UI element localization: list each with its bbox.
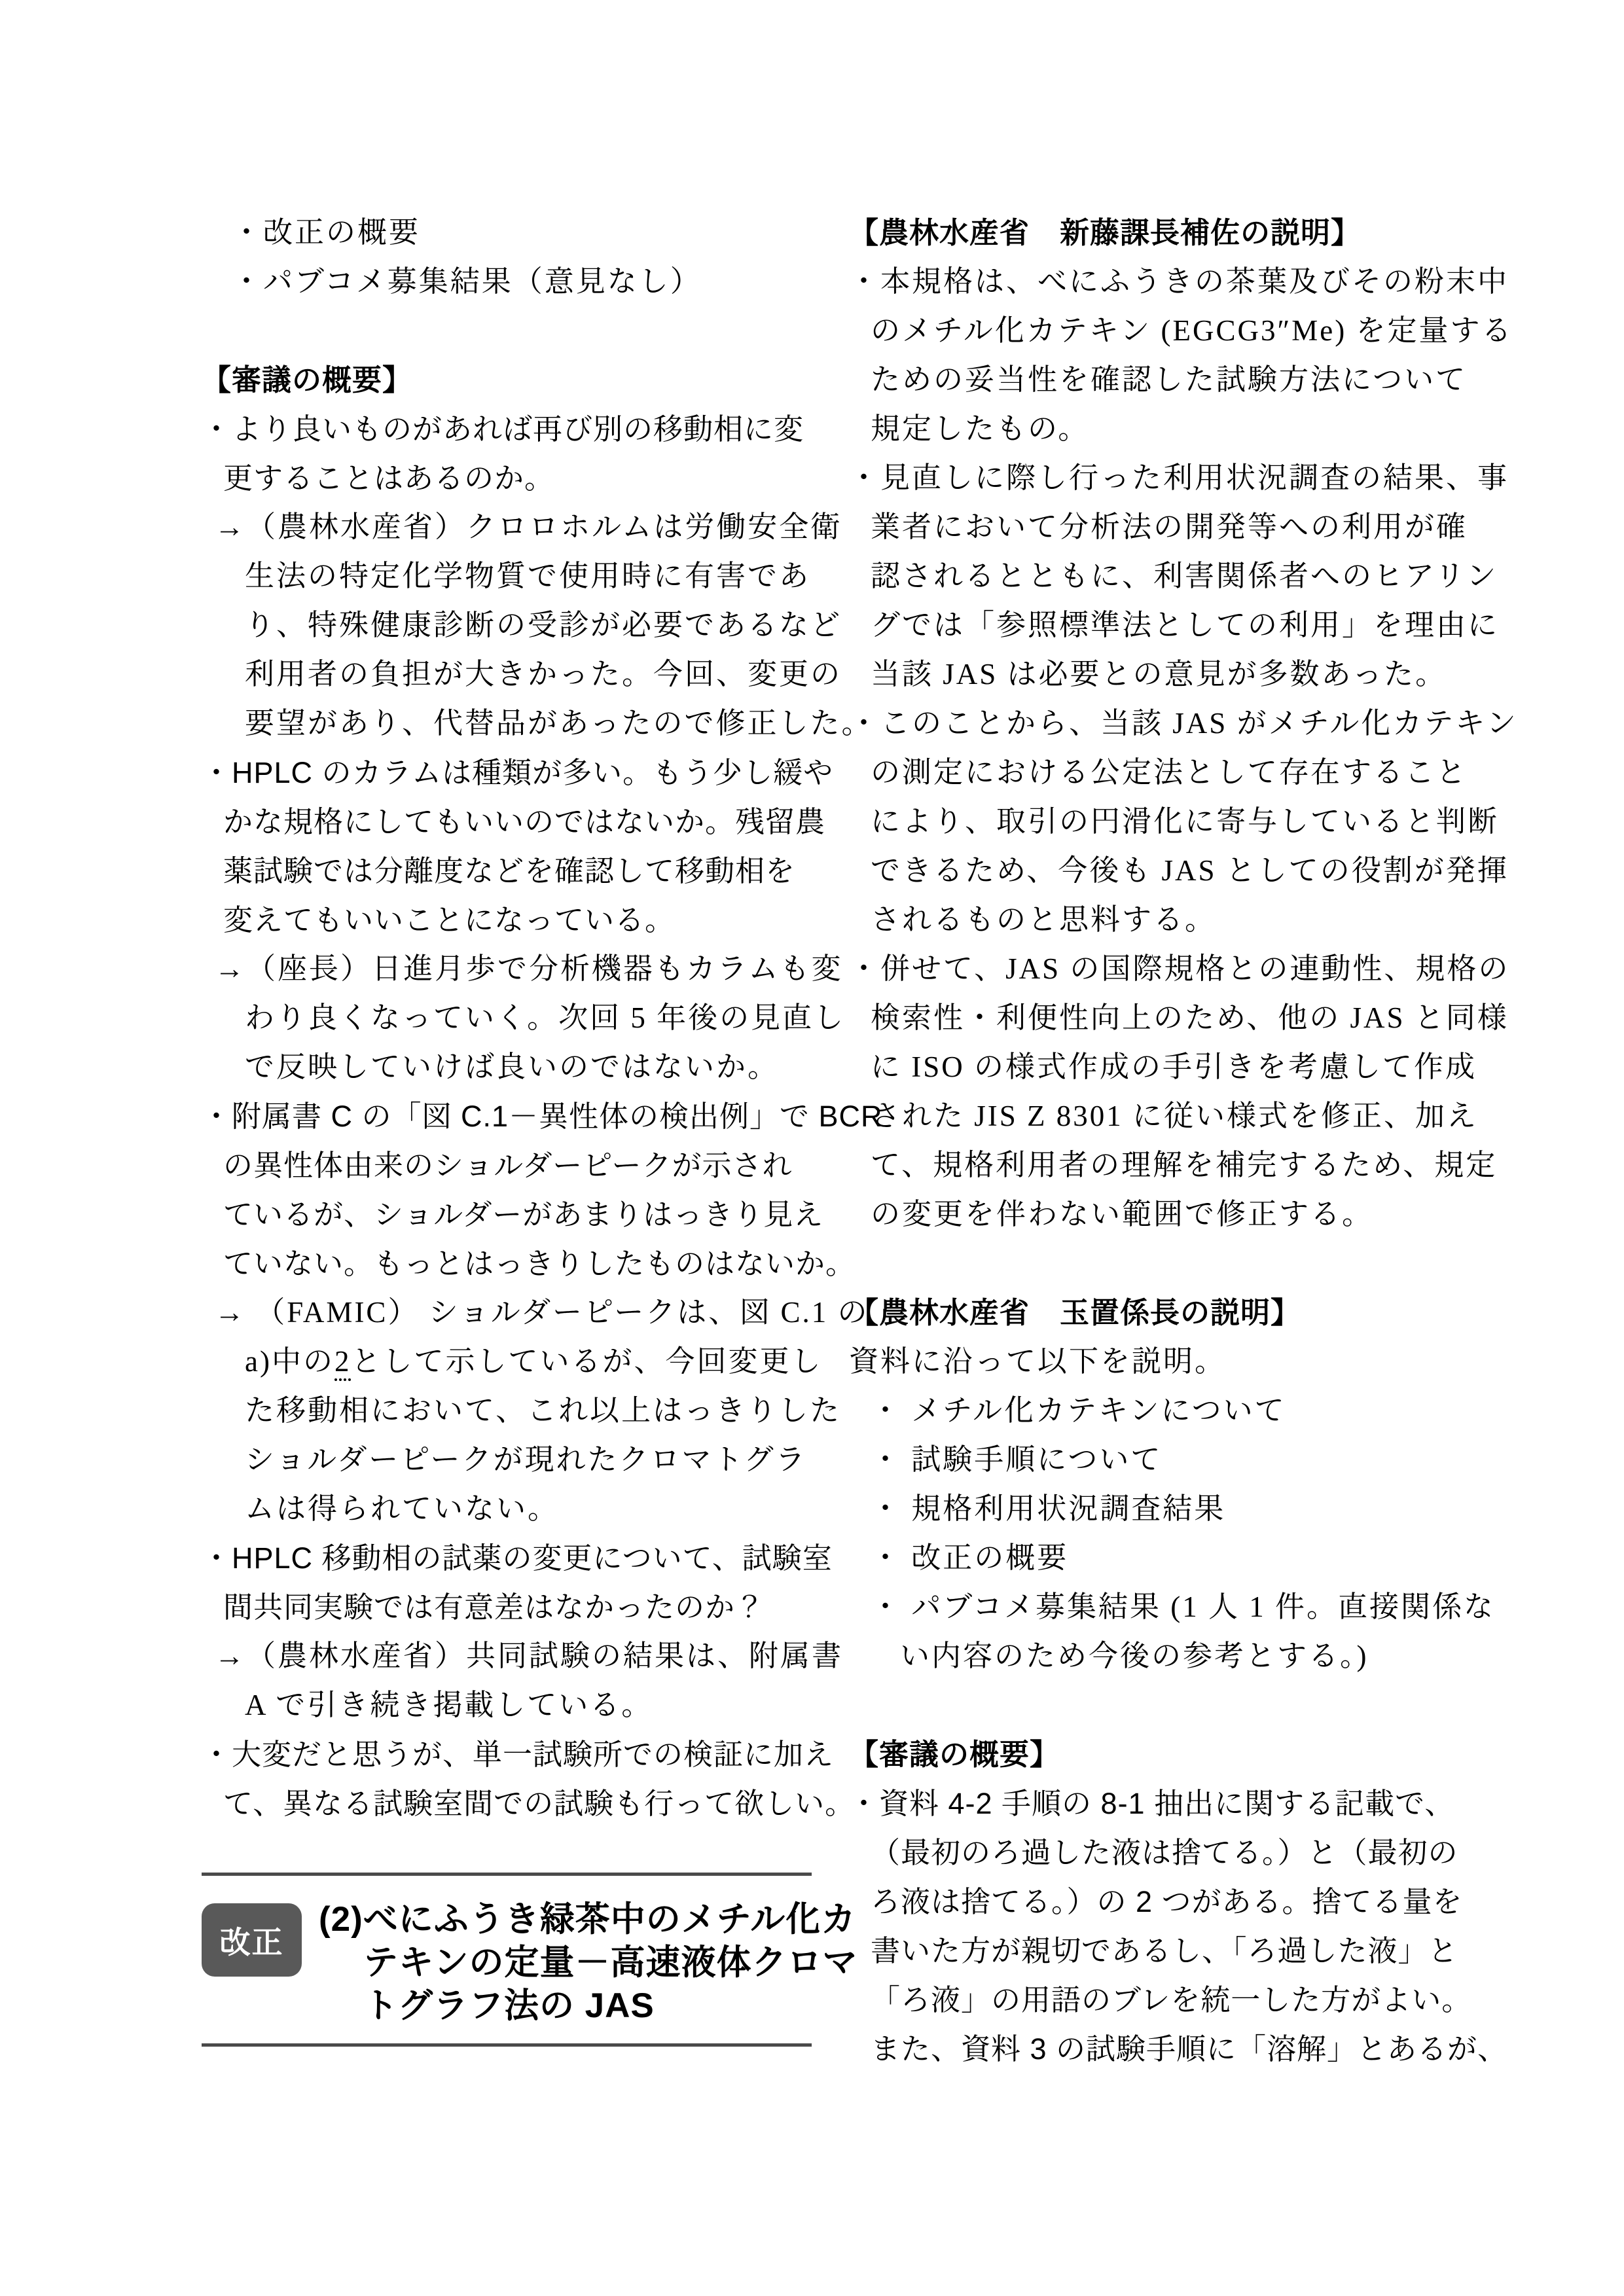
revision-banner <box>202 1873 858 2047</box>
left-column <box>202 208 883 2047</box>
text-line: 資料に沿って以下を説明。 <box>849 1345 1227 1378</box>
blank-line <box>849 1239 1555 1288</box>
text-line: に ISO の様式作成の手引きを考慮して作成 <box>871 1050 1477 1083</box>
paragraph-mincho-bullet <box>849 699 1555 944</box>
paragraph-mincho-sub <box>849 1534 1555 1583</box>
paragraph-mincho-bullet <box>849 257 1555 454</box>
text-line: 規定したもの。 <box>871 412 1090 445</box>
text-line: 生法の特定化学物質で使用時に有害であ <box>245 560 811 592</box>
text-line: かな規格にしてもいいのではないか。残留農 <box>223 805 826 838</box>
revision-title-line: トグラフ法の JAS <box>363 1986 655 2025</box>
text-line: の変更を伴わない範囲で修正する。 <box>871 1198 1374 1230</box>
text-line: ・資料 4-2 手順の 8-1 抽出に関する記載で、 <box>849 1787 1455 1820</box>
paragraph-gothic-bullet <box>202 1730 856 1828</box>
text-line: た移動相において、これ以上はっきりした <box>245 1394 842 1427</box>
paragraph-heading <box>849 208 1555 257</box>
text-line: 更することはあるのか。 <box>223 461 555 495</box>
text-line: → （FAMIC） ショルダーピークは、図 C.1 の <box>215 1296 869 1329</box>
text-line: ・より良いものがあれば再び別の移動相に変 <box>202 412 804 446</box>
text-line: ・改正の概要 <box>232 216 421 249</box>
text-line: また、資料 3 の試験手順に「溶解」とあるが、 <box>871 2032 1508 2066</box>
text-line: て、異なる試験室間での試験も行って欲しい。 <box>223 1787 856 1820</box>
text-line: ・ 試験手順について <box>871 1443 1163 1476</box>
revision-title <box>319 1898 857 2028</box>
text-line: ているが、ショルダーがあまりはっきり見え <box>223 1198 824 1231</box>
revision-title-line: (2)べにふうき緑茶中のメチル化カ <box>319 1900 857 1939</box>
paragraph-mincho-sub <box>849 1386 1555 1435</box>
text-line: ・見直しに際し行った利用状況調査の結果、事 <box>849 461 1509 494</box>
text-line: 薬試験では分離度などを確認して移動相を <box>223 854 796 888</box>
text-line: ・ パブコメ募集結果 (1 人 1 件。直接関係な <box>871 1590 1495 1623</box>
text-line: のメチル化カテキン (EGCG3″Me) を定量する <box>871 314 1513 347</box>
text-line: ・本規格は、べにふうきの茶葉及びその粉末中 <box>849 265 1509 298</box>
text-line: ・HPLC 移動相の試薬の変更について、試験室 <box>202 1541 833 1575</box>
paragraph-heading <box>202 355 812 404</box>
paragraph-heading <box>849 1288 1555 1337</box>
text-line: された JIS Z 8301 に従い様式を修正、加え <box>871 1100 1479 1132</box>
text-line: ろ液は捨てる。）の 2 つがある。捨てる量を <box>871 1885 1463 1918</box>
text-line: ・ 規格利用状況調査結果 <box>871 1492 1226 1525</box>
text-line: の測定における公定法として存在すること <box>871 756 1468 789</box>
text-line: り、特殊健康診断の受診が必要であるなど <box>245 609 842 641</box>
paragraph-mincho-indent <box>202 208 812 257</box>
text-line: されるものと思料する。 <box>871 903 1217 936</box>
text-line: 業者において分析法の開発等への利用が確 <box>871 511 1468 543</box>
text-line: 当該 JAS は必要との意見が多数あった。 <box>871 658 1447 691</box>
text-line: a)中の2として示しているが、今回変更し <box>202 1337 812 1386</box>
text-line: 書いた方が親切であるし、「ろ過した液」と <box>871 1934 1458 1967</box>
blank-line <box>202 306 812 355</box>
paragraph-gothic-bullet <box>202 748 834 944</box>
text-line: い内容のため今後の参考とする。) <box>900 1640 1369 1672</box>
paragraph-mincho-bullet <box>849 944 1555 1239</box>
paragraph-mincho-indent <box>202 257 812 306</box>
text-line: できるため、今後も JAS としての役割が発揮 <box>871 854 1509 887</box>
text-line: 【農林水産省 新藤課長補佐の説明】 <box>849 216 1362 249</box>
text-line: の異性体由来のショルダーピークが示され <box>223 1149 793 1182</box>
paragraph-gothic-bullet <box>202 1534 833 1632</box>
text-line: A で引き続き掲載している。 <box>245 1689 653 1721</box>
paragraph-mincho-sub <box>849 1583 1555 1681</box>
revision-badge: 改正 <box>202 1903 302 1977</box>
text-line: 要望があり、代替品があったので修正した。 <box>245 707 873 740</box>
paragraph-mincho-arrow <box>202 944 846 1092</box>
text-line: 認されるとともに、利害関係者へのヒアリン <box>871 560 1498 592</box>
text-line: ・大変だと思うが、単一試験所での検証に加え <box>202 1738 835 1771</box>
text-line: グでは「参照標準法としての利用」を理由に <box>871 609 1500 641</box>
text-line: 「ろ液」の用語のブレを統一した方がよい。 <box>871 1983 1472 2017</box>
text-line: 【審議の概要】 <box>202 363 413 397</box>
text-line: ムは得られていない。 <box>245 1492 560 1525</box>
text-line: により、取引の円滑化に寄与していると判断 <box>871 805 1500 838</box>
text-line: ・パブコメ募集結果（意見なし） <box>232 265 702 298</box>
text-line: て、規格利用者の理解を補完するため、規定 <box>871 1149 1498 1181</box>
text-line: 【審議の概要】 <box>849 1738 1060 1771</box>
paragraph-mincho-arrow <box>202 503 873 748</box>
text-line: ・附属書 C の「図 C.1－異性体の検出例」で BCR <box>202 1100 883 1133</box>
paragraph-gothic-bullet <box>849 1779 1555 2073</box>
text-line: →（農林水産省）共同試験の結果は、附属書 <box>215 1640 844 1672</box>
text-line: ・ 改正の概要 <box>871 1541 1069 1574</box>
text-line: わり良くなっていく。次回 5 年後の見直し <box>245 1001 846 1034</box>
text-line: ていない。もっとはっきりしたものはないか。 <box>223 1247 856 1280</box>
text-line: （最初のろ過した液は捨てる。）と（最初の <box>871 1836 1458 1869</box>
text-line: 検索性・利便性向上のため、他の JAS と同様 <box>871 1001 1509 1034</box>
text-line: →（座長）日進月歩で分析機器もカラムも変 <box>215 952 843 985</box>
text-line: ・併せて、JAS の国際規格との連動性、規格の <box>849 952 1510 985</box>
paragraph-heading <box>849 1730 1555 1779</box>
revision-title-line: テキンの定量－高速液体クロマ <box>363 1943 858 1982</box>
text-line: 変えてもいいことになっている。 <box>223 903 676 937</box>
text-line: 間共同実験では有意差はなかったのか？ <box>223 1590 766 1624</box>
paragraph-gothic-bullet <box>202 404 812 503</box>
paragraph-mincho-arrow <box>202 1288 869 1534</box>
text-line: で反映していけば良いのではないか。 <box>245 1050 780 1083</box>
paragraph-mincho-sub <box>849 1484 1555 1534</box>
text-line: ・HPLC のカラムは種類が多い。もう少し緩や <box>202 756 834 789</box>
right-column-text <box>849 208 1555 2073</box>
text-line: ための妥当性を確認した試験方法について <box>871 363 1468 396</box>
text-line: 【農林水産省 玉置係長の説明】 <box>849 1296 1301 1329</box>
paragraph-mincho-plain <box>849 1337 1555 1386</box>
emphasized-text: 2 <box>334 1345 352 1381</box>
text-line: ・ メチル化カテキンについて <box>871 1394 1286 1427</box>
left-column-text <box>202 208 883 1828</box>
text-line: 利用者の負担が大きかった。今回、変更の <box>245 658 842 691</box>
text-line: →（農林水産省）クロロホルムは労働安全衛 <box>215 511 842 543</box>
right-column <box>849 208 1555 2073</box>
paragraph-gothic-bullet <box>202 1092 883 1288</box>
blank-line <box>849 1681 1555 1730</box>
text-line: ショルダーピークが現れたクロマトグラ <box>245 1443 807 1476</box>
text-line: ・このことから、当該 JAS がメチル化カテキン <box>849 707 1518 740</box>
paragraph-mincho-bullet <box>849 454 1555 699</box>
paragraph-mincho-sub <box>849 1435 1555 1484</box>
paragraph-mincho-arrow <box>202 1632 844 1730</box>
